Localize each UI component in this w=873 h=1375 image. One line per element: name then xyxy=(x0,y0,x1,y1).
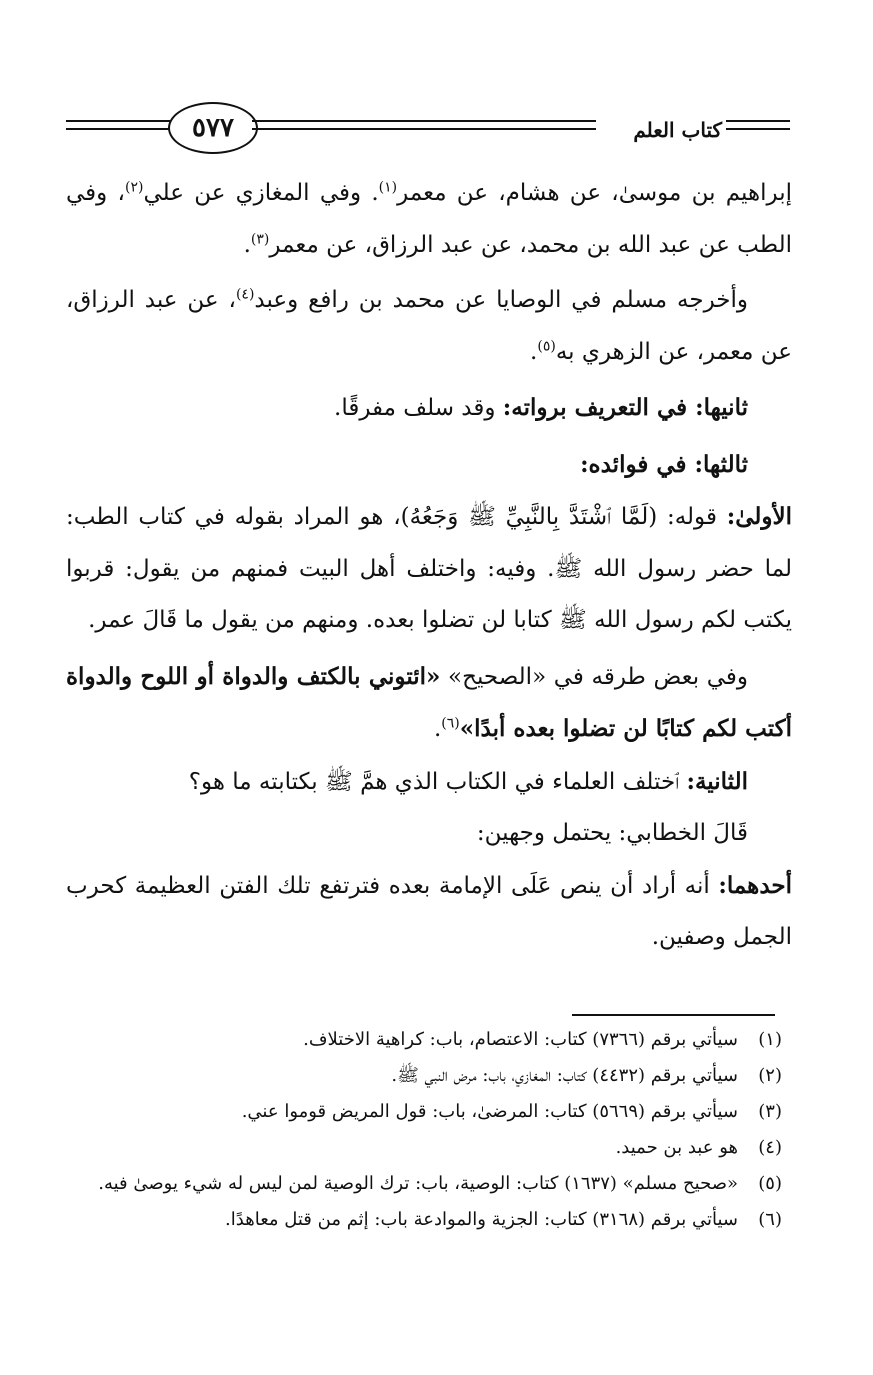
footnote-item xyxy=(92,1022,782,1058)
footnote-item xyxy=(92,1166,782,1202)
text-run: أنه أراد أن ينص عَلَى الإمامة بعده فترتفع تلك الفتن العظيمة كحرب الجمل وصفين. xyxy=(66,872,792,950)
header-rule-right-top xyxy=(726,120,790,122)
footnote-number: (٦) xyxy=(758,1209,782,1230)
text-run: وفي بعض طرقه في «الصحيح» xyxy=(440,663,748,690)
paragraph-ahaduhuma xyxy=(66,860,792,964)
chapter-title: كتاب العلم xyxy=(633,118,722,142)
footnote-ref: (٥) xyxy=(537,337,556,354)
footnote-text: سيأتي برقم (٧٣٦٦) كتاب: الاعتصام، باب: كراهية الاختلاف. xyxy=(303,1029,738,1050)
point-label: أحدهما: xyxy=(718,871,792,899)
footnote-text: هو عبد بن حميد. xyxy=(615,1137,738,1158)
point-label: الثانية: xyxy=(686,767,748,795)
hadith-quote: «ائتوني بالكتف والدواة أو اللوح والدواة أكتب لكم كتابًا لن تضلوا بعده أبدًا» xyxy=(66,662,792,742)
text-run: ، عن عبد الرزاق، عن معمر، عن الزهري به xyxy=(66,287,792,365)
point-label: الأولىٰ: xyxy=(726,503,792,530)
footnote-number: (١) xyxy=(758,1029,782,1050)
paragraph-khattabi xyxy=(66,808,792,860)
text-run: إبراهيم بن موسىٰ، عن هشام، عن معمر xyxy=(397,180,793,206)
header-rule-left-bottom xyxy=(66,128,170,130)
section-heading: في التعريف برواته: xyxy=(502,394,696,421)
footnote-separator xyxy=(572,1014,775,1016)
footnote-number: (٥) xyxy=(758,1173,782,1194)
footnote-ref: (٢) xyxy=(124,179,144,196)
paragraph-sources xyxy=(66,168,792,271)
footnote-ref: (٤) xyxy=(235,286,255,303)
footnote-text: «صحيح مسلم» (١٦٣٧) كتاب: الوصية، باب: ترك الوصية لمن ليس له شيء يوصىٰ فيه. xyxy=(98,1173,738,1194)
footnote-ref: (١) xyxy=(378,179,398,196)
main-text xyxy=(66,168,792,964)
footnotes xyxy=(92,1022,782,1238)
section-label: ثالثها: xyxy=(694,450,748,478)
footnote-ref: (٦) xyxy=(441,715,460,732)
text-run: وفي الطب عن عبد الله بن محمد، عن عبد الرزاق، عن معمر xyxy=(66,180,792,258)
paragraph-muslim xyxy=(66,275,792,378)
text-run: قوله: (لَمَّا ٱشْتَدَّ بِالنَّبِيِّ ﷺ وَجَعُهُ)، هو المراد بقوله في كتاب الطب: لما حضر رسول الله ﷺ. وفيه: واختلف أهل البيت فمنهم من يقول: قربوا يكتب لكم رسول الله ﷺ كتابا لن تضلوا بعده. ومنهم من يقول ما قَالَ عمر. xyxy=(66,504,792,633)
footnote-ref: (٣) xyxy=(250,230,270,247)
text-run: . xyxy=(530,338,538,365)
text-run: . وفي المغازي عن علي xyxy=(143,180,379,206)
text-run: ٱختلف العلماء في الكتاب الذي همَّ ﷺ بكتابته ما هو؟ xyxy=(188,768,687,795)
running-header xyxy=(66,98,792,158)
footnote-item xyxy=(92,1094,782,1130)
paragraph-first-point xyxy=(66,491,792,647)
footnote-text: سيأتي برقم (٥٦٦٩) كتاب: المرضىٰ، باب: قول المريض قوموا عني. xyxy=(241,1101,738,1122)
section-heading: في فوائده: xyxy=(580,450,695,478)
paragraph-second xyxy=(66,382,792,435)
page-number-oval xyxy=(168,102,258,154)
paragraph-third xyxy=(66,439,792,492)
text-run: وقد سلف مفرقًا. xyxy=(334,395,503,421)
paragraph-tariq xyxy=(66,651,792,756)
header-rule-middle-bottom xyxy=(252,128,596,130)
text-run: ، xyxy=(117,180,125,206)
footnote-item xyxy=(92,1058,782,1094)
footnote-text: سيأتي برقم (٣١٦٨) كتاب: الجزية والموادعة باب: إثم من قتل معاهدًا. xyxy=(225,1209,738,1230)
header-rule-middle-top xyxy=(252,120,596,122)
footnote-text: سيأتي برقم (٤٤٣٢) كتاب: المغازي، باب: مرض النبي ﷺ. xyxy=(391,1065,738,1086)
footnote-number: (٣) xyxy=(758,1101,782,1122)
footnote-number: (٢) xyxy=(758,1065,782,1086)
footnote-number: (٤) xyxy=(758,1137,782,1158)
page-number: ٥٧٧ xyxy=(192,113,234,143)
footnote-item xyxy=(92,1202,782,1238)
text-run: قَالَ الخطابي: يحتمل وجهين: xyxy=(476,820,748,846)
paragraph-second-point xyxy=(66,756,792,809)
header-rule-right-bottom xyxy=(726,128,790,130)
header-rule-left-top xyxy=(66,120,170,122)
text-run: . xyxy=(243,231,251,258)
text-run: . xyxy=(433,716,442,742)
section-label: ثانيها: xyxy=(695,394,748,421)
footnote-item xyxy=(92,1130,782,1166)
text-run: وأخرجه مسلم في الوصايا عن محمد بن رافع وعبد xyxy=(254,287,748,313)
